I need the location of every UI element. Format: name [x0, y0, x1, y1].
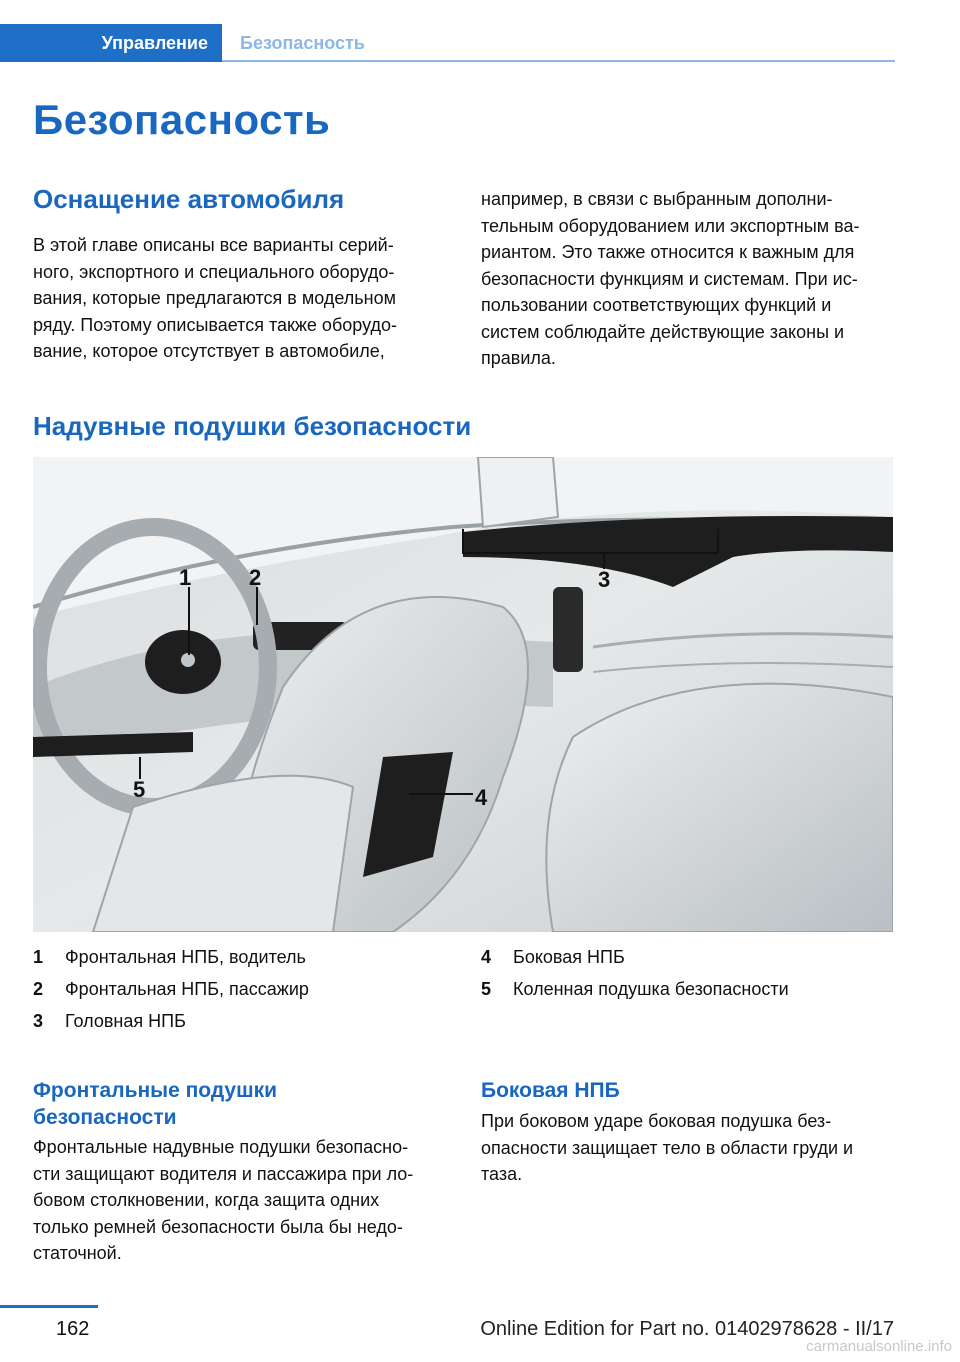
tab-safety[interactable]: Безопасность — [240, 33, 365, 53]
page-title: Безопасность — [33, 96, 331, 143]
footer-accent-line — [0, 1305, 98, 1308]
legend-label: Фронтальная НПБ, водитель — [65, 947, 306, 967]
callout-5: 5 — [133, 777, 146, 802]
page-number: 162 — [56, 1318, 90, 1340]
callout-2: 2 — [249, 565, 262, 590]
edition-info: Online Edition for Part no. 01402978628 - II/17 — [480, 1318, 894, 1340]
frontal-text: Фронтальные надувные подушки безопасно- сти защищают водителя и пассажира при ло- бовом столкновении, когда защита одних только ремней безопасности была бы недо- статочной. — [33, 1137, 414, 1263]
section-title-airbags: Надувные подушки безопасности — [33, 411, 472, 441]
equipment-text-left: В этой главе описаны все варианты серий- ного, экспортного и специального оборудо- вания, которые предлагаются в модельном ряду. Поэтому описывается также оборудо- вание, которое отсутствует в автомобиле, — [33, 235, 397, 361]
callout-3: 3 — [598, 567, 611, 592]
legend-item — [33, 973, 463, 1005]
legend-num: 3 — [33, 1011, 44, 1031]
legend-num: 5 — [481, 979, 492, 999]
equipment-text-right: например, в связи с выбранным дополни- тельным оборудованием или экспортным ва- риантом. Это также относится к важным для безопасности функциям и системам. При ис- пользовании соответствующих функций и систем соблюдайте действующие законы и правила. — [481, 189, 860, 368]
side-text: При боковом ударе боковая подушка без- опасности защищает тело в области груди и таза. — [481, 1111, 854, 1184]
legend-item — [33, 941, 463, 973]
legend-item — [33, 1005, 463, 1037]
legend-label: Боковая НПБ — [513, 947, 625, 967]
legend-right — [481, 941, 901, 1005]
section-title-equipment: Оснащение автомобиля — [33, 184, 345, 214]
watermark: carmanualsonline.info — [806, 1338, 952, 1355]
legend-label: Головная НПБ — [65, 1011, 186, 1031]
legend-item — [481, 941, 901, 973]
legend-label: Фронтальная НПБ, пассажир — [65, 979, 309, 999]
legend-item — [481, 973, 901, 1005]
tab-control[interactable]: Управление — [0, 24, 222, 62]
legend-num: 4 — [481, 947, 492, 967]
tab-underline — [222, 60, 895, 62]
callout-4: 4 — [475, 785, 488, 810]
legend-num: 2 — [33, 979, 44, 999]
legend-num: 1 — [33, 947, 44, 967]
car-interior-illustration — [33, 457, 893, 932]
legend-left — [33, 941, 463, 1037]
callout-1: 1 — [179, 565, 192, 590]
section-title-side: Боковая НПБ — [481, 1079, 620, 1102]
section-title-frontal: Фронтальные подушки безопасности — [33, 1079, 278, 1129]
legend-label: Коленная подушка безопасности — [513, 979, 789, 999]
header-tabbar — [0, 24, 895, 62]
